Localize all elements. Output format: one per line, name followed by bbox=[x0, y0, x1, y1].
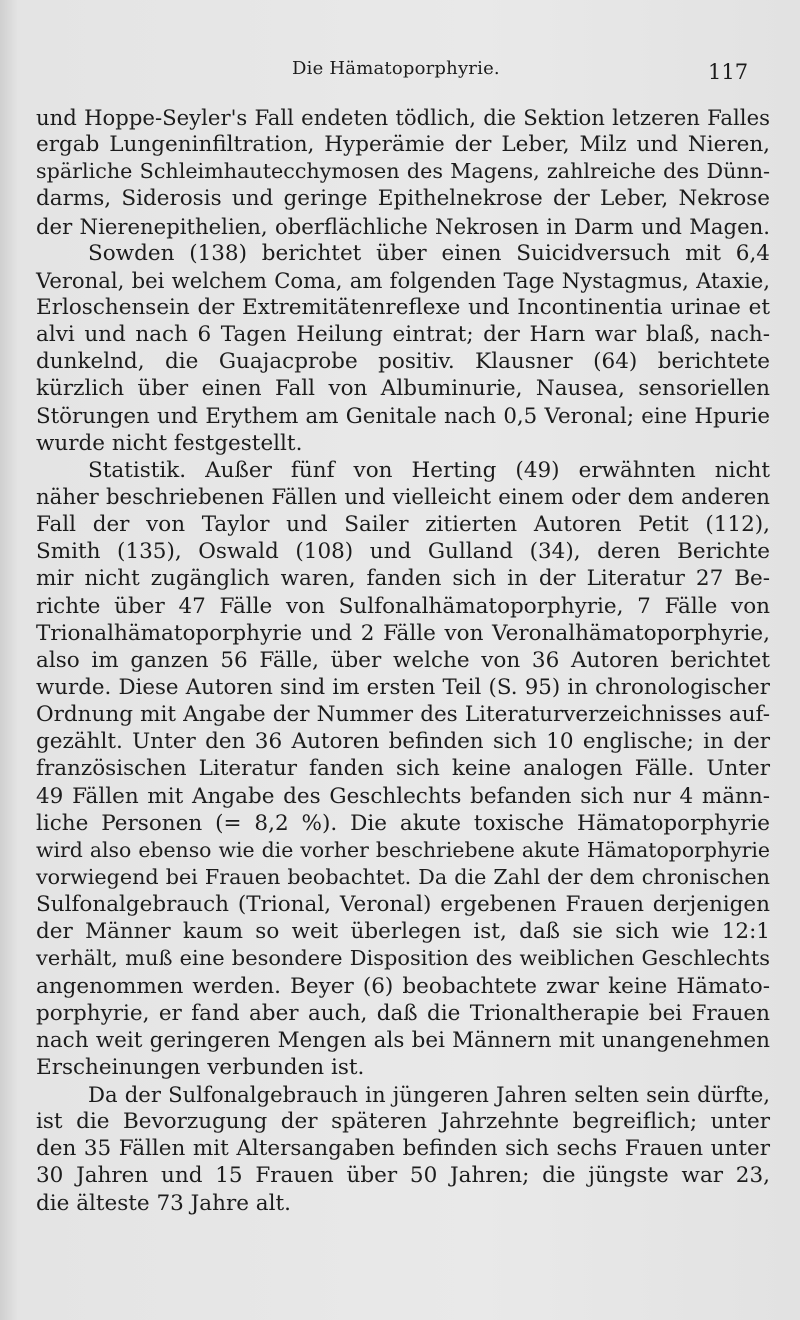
text-line: wurde nicht festgestellt. bbox=[36, 430, 303, 456]
text-line: Störungen und Erythem am Genitale nach 0,5 Veronal; eine Hpurie bbox=[36, 403, 770, 429]
text-line: liche Personen (= 8,2 %). Die akute toxische Hämatoporphyrie bbox=[36, 810, 770, 836]
text-line: 30 Jahren und 15 Frauen über 50 Jahren; die jüngste war 23, bbox=[36, 1163, 770, 1189]
text-line: ergab Lungeninfiltration, Hyperämie der Leber, Milz und Nieren, bbox=[36, 132, 770, 158]
text-line: also im ganzen 56 Fälle, über welche von 36 Autoren berichtet bbox=[36, 647, 770, 673]
text-line: Veronal, bei welchem Coma, am folgenden Tage Nystagmus, Ataxie, bbox=[36, 267, 770, 293]
text-line: nach weit geringeren Mengen als bei Männern mit unangenehmen bbox=[36, 1027, 770, 1053]
text-line: Sulfonalgebrauch (Trional, Veronal) ergebenen Frauen derjenigen bbox=[36, 892, 770, 918]
text-line: und Hoppe-Seyler's Fall endeten tödlich, die Sektion letzeren Falles bbox=[36, 105, 770, 130]
text-line: die älteste 73 Jahre alt. bbox=[36, 1190, 291, 1216]
text-line: Erloschensein der Extremitätenreflexe und Incontinentia urinae et bbox=[36, 294, 770, 320]
text-line: kürzlich über einen Fall von Albuminurie, Nausea, sensoriellen bbox=[36, 376, 770, 402]
text-line: Da der Sulfonalgebrauch in jüngeren Jahren selten sein dürfte, bbox=[88, 1082, 770, 1108]
text-line: der Nierenepithelien, oberflächliche Nekrosen in Darm und Magen. bbox=[36, 213, 770, 239]
text-line: Ordnung mit Angabe der Nummer des Literaturverzeichnisses auf- bbox=[36, 702, 770, 728]
text-line: angenommen werden. Beyer (6) beobachtete zwar keine Hämato- bbox=[36, 973, 770, 999]
body-text bbox=[36, 104, 770, 1217]
text-line: richte über 47 Fälle von Sulfonalhämatoporphyrie, 7 Fälle von bbox=[36, 593, 770, 619]
text-line: wird also ebenso wie die vorher beschriebene akute Hämatoporphyrie bbox=[36, 837, 770, 862]
text-line: darms, Siderosis und geringe Epithelnekrose der Leber, Nekrose bbox=[36, 186, 770, 212]
text-line: Trionalhämatoporphyrie und 2 Fälle von Veronalhämatoporphyrie, bbox=[36, 620, 770, 646]
text-line: Statistik. Außer fünf von Herting (49) erwähnten nicht bbox=[88, 457, 770, 483]
text-line: alvi und nach 6 Tagen Heilung eintrat; der Harn war blaß, nach- bbox=[36, 322, 770, 348]
text-line: porphyrie, er fand aber auch, daß die Trionaltherapie bei Frauen bbox=[36, 1000, 770, 1026]
text-line: vorwiegend bei Frauen beobachtet. Da die Zahl der dem chronischen bbox=[36, 864, 770, 889]
text-line: verhält, muß eine besondere Disposition des weiblichen Geschlechts bbox=[36, 946, 770, 971]
text-line: ist die Bevorzugung der späteren Jahrzehnte begreiflich; unter bbox=[36, 1109, 770, 1135]
text-line: 49 Fällen mit Angabe des Geschlechts befanden sich nur 4 männ- bbox=[36, 783, 770, 809]
running-title: Die Hämatoporphyrie. bbox=[292, 58, 500, 79]
text-line: französischen Literatur fanden sich keine analogen Fälle. Unter bbox=[36, 756, 770, 782]
text-line: näher beschriebenen Fällen und vielleicht einem oder dem anderen bbox=[36, 484, 770, 510]
text-line: Fall der von Taylor und Sailer zitierten Autoren Petit (112), bbox=[36, 512, 770, 538]
text-line: Sowden (138) berichtet über einen Suicidversuch mit 6,4 bbox=[88, 240, 770, 266]
text-line: dunkelnd, die Guajacprobe positiv. Klausner (64) berichtete bbox=[36, 349, 770, 375]
page-number: 117 bbox=[708, 60, 749, 84]
text-line: spärliche Schleimhautecchymosen des Magens, zahlreiche des Dünn- bbox=[36, 159, 770, 184]
text-line: gezählt. Unter den 36 Autoren befinden sich 10 englische; in der bbox=[36, 729, 770, 755]
text-line: der Männer kaum so weit überlegen ist, daß sie sich wie 12:1 bbox=[36, 919, 770, 945]
text-line: Smith (135), Oswald (108) und Gulland (34), deren Berichte bbox=[36, 539, 770, 565]
text-line: wurde. Diese Autoren sind im ersten Teil (S. 95) in chronologischer bbox=[36, 674, 770, 700]
text-line: den 35 Fällen mit Altersangaben befinden sich sechs Frauen unter bbox=[36, 1136, 770, 1162]
text-line: mir nicht zugänglich waren, fanden sich in der Literatur 27 Be- bbox=[36, 566, 770, 592]
text-line: Erscheinungen verbunden ist. bbox=[36, 1054, 365, 1080]
